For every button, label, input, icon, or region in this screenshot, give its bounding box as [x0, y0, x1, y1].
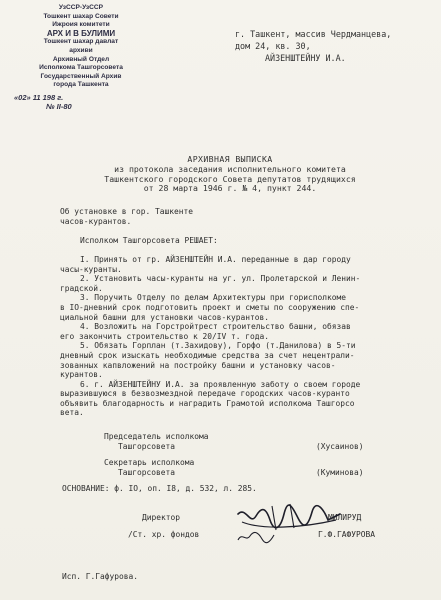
secretary-name: (Куминова): [316, 468, 364, 477]
document-body: [60, 207, 432, 418]
decree-item: [60, 341, 432, 379]
keeper-label-wrap: /Ст. хр. фондов: [128, 530, 200, 539]
decree-line: Исполком Ташгорсовета РЕШАЕТ:: [80, 235, 218, 245]
decree-item-line: его закончить строительство к 20/IV т. года.: [60, 331, 270, 341]
document-title: [60, 155, 400, 194]
keeper-initials: [236, 530, 276, 544]
decree-item-line: 4. Возложить на Горстройтрест строительство башни, обязав: [80, 322, 351, 332]
decree-item-line: циальной башни для установки часов-курантов.: [60, 312, 270, 322]
director-name: МИЛИРУД: [328, 513, 362, 522]
decree-item-line: курантов.: [60, 370, 103, 380]
decree-item-line: 3. Поручить Отделу по делам Архитектуры при горисполкоме: [80, 293, 347, 303]
title-line: от 28 марта 1946 г. № 4, пункт 244.: [143, 183, 317, 194]
decree-item: [60, 293, 432, 322]
title-line: из протокола заседания исполнительного комитета: [114, 163, 346, 174]
stamp-line: Ижроия комитети: [52, 21, 110, 29]
stamp-line: Исполкома Ташгорсовета: [39, 64, 123, 72]
decree-item-line: в IO-дневний срок подготовить проект и сметы по сооружению спе-: [60, 302, 360, 312]
decree-items: [60, 255, 432, 418]
decree-item-line: выразившуюся в безвозмездной передаче городских часов-куранто: [60, 389, 350, 399]
stamp-line: архиви: [69, 46, 93, 54]
stamp-line: города Ташкента: [53, 81, 109, 89]
decree-item-line: объявить благодарность и наградить Грамотой исполкома Ташгорсо: [60, 398, 355, 408]
title-main: АРХИВНАЯ ВЫПИСКА: [187, 154, 273, 164]
chairman-org: Ташгорсовета: [118, 442, 176, 451]
subject-line: часов-курантов.: [60, 216, 132, 226]
archive-stamp: [6, 4, 156, 111]
decree-item: [60, 255, 432, 274]
decree-item-line: I. Принять от гр. АЙЗЕНШТЕЙН И.А. переданные в дар городу: [80, 254, 351, 264]
decree-item-line: зованных капвложений на постройку башни и установку часов-: [60, 360, 336, 370]
subject-line: Об установке в гор. Ташкенте: [60, 207, 194, 216]
decree-item: [60, 322, 432, 341]
decree-item-line: 2. Установить часы-куранты на уг. ул. Пролетарской и Ленин-: [80, 274, 361, 284]
secretary-org: Ташгорсовета: [118, 468, 176, 477]
basis-line: ОСНОВАНИЕ: ф. IO, оп. I8, д. 532, л. 285.: [62, 484, 257, 493]
decree-item: [60, 380, 432, 418]
decree-item-line: дневный срок изыскать необходимые средства за счет нецентрали-: [60, 350, 355, 360]
decree-item: [60, 274, 432, 293]
stamp-line: АРХ И В БУЛИМИ: [46, 29, 116, 38]
stamp-line: Архивный Отдел: [52, 55, 110, 63]
title-line: Ташкентского городского Совета депутатов трудящихся: [104, 173, 356, 184]
keeper-name: Г.Ф.ГАФУРОВА: [318, 530, 376, 539]
stamp-date: «02» 11 198 г.: [14, 93, 64, 102]
decree-item-line: 6. г. АЙЗЕНШТЕЙНУ И.А. за проявленную заботу о своем городе: [80, 379, 361, 389]
stamp-line: Государственный Архив: [40, 72, 122, 80]
decree-item-line: 5. Обязать Горплан (т.Захидову), Горфо (т.Данилова) в 5-ти: [80, 341, 356, 351]
recipient-name: АЙЗЕНШТЕЙНУ И.А.: [265, 53, 346, 63]
decree-item-line: вета.: [60, 408, 84, 418]
stamp-line: Тошкент шахар давлат: [43, 38, 119, 46]
stamp-line: Тошкент шахар Совети: [43, 12, 119, 20]
chairman-name: (Хусаинов): [316, 442, 364, 451]
chairman-label: Председатель исполкома: [104, 432, 209, 441]
secretary-label: Секретарь исполкома: [104, 458, 195, 467]
decree-item-line: часы-куранты.: [60, 264, 122, 274]
stamp-index: № II-80: [46, 102, 72, 111]
keeper-label: Ст. хр. фондов: [132, 530, 200, 539]
address-line: дом 24, кв. 30,: [235, 41, 311, 51]
director-label: Директор: [142, 513, 181, 522]
decree-item-line: градской.: [60, 283, 103, 293]
stamp-line: УзССР-УзССР: [58, 4, 104, 11]
executor-line: Исп. Г.Гафурова.: [62, 572, 139, 581]
address-line: г. Ташкент, массив Чердманцева,: [235, 29, 392, 39]
recipient-address: [235, 28, 435, 64]
